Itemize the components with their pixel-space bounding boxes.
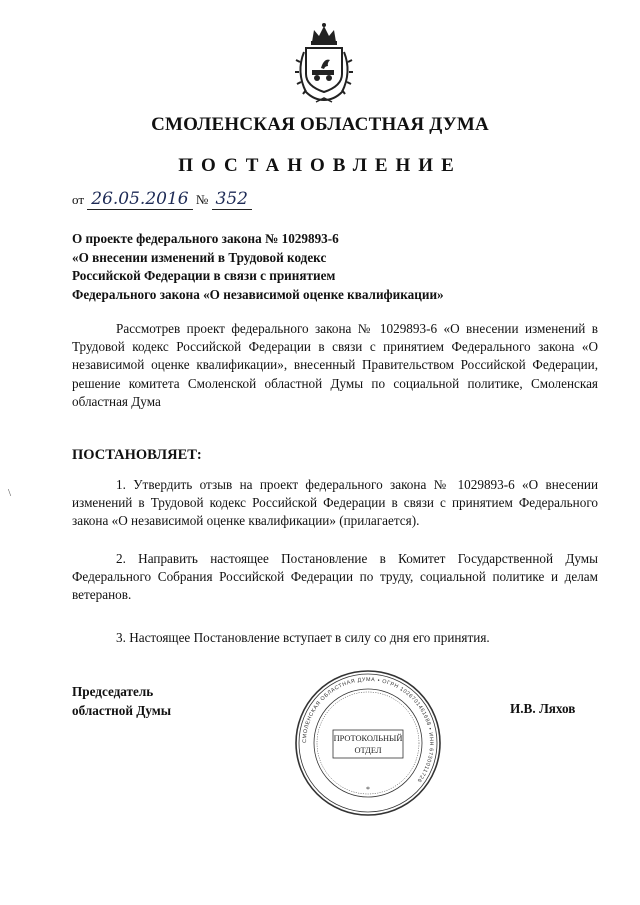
document-date: 26.05.2016 <box>87 190 192 210</box>
official-seal-icon <box>293 668 443 818</box>
decree-heading: ПОСТАНОВЛЯЕТ: <box>72 447 202 463</box>
document-subject <box>72 230 532 304</box>
seal-center-line: ОТДЕЛ <box>354 746 382 755</box>
subject-line: О проекте федерального закона № 1029893-6 <box>72 231 339 246</box>
signatory-title-line: областной Думы <box>72 702 172 718</box>
seal-star-icon: * <box>366 785 370 794</box>
organization-name: СМОЛЕНСКАЯ ОБЛАСТНАЯ ДУМА <box>151 114 489 135</box>
number-label: № <box>195 192 209 207</box>
document-type: ПОСТАНОВЛЕНИЕ <box>178 155 462 176</box>
coat-of-arms-icon <box>294 22 354 104</box>
decree-item-3: 3. Настоящее Постановление вступает в силу со дня его принятия. <box>116 630 490 645</box>
margin-mark: \ <box>8 487 12 499</box>
seal-ring-text: СМОЛЕНСКАЯ ОБЛАСТНАЯ ДУМА • ОГРН 1026701461688 • ИНН 6730011726 <box>301 676 435 784</box>
date-prefix: от <box>72 192 85 207</box>
subject-line: Российской Федерации в связи с принятием <box>72 268 336 283</box>
subject-line: «О внесении изменений в Трудовой кодекс <box>72 249 327 265</box>
decree-item-1: 1. Утвердить отзыв на проект федерального закона № 1029893-6 «О внесении изменений в Трудовой кодекс Российской Федерации в связи с принятием Федерального закона «О независимой оценке квалификации» (прилагается). <box>72 477 598 529</box>
preamble-paragraph: Рассмотрев проект федерального закона № 1029893-6 «О внесении изменений в Трудовой кодекс Российской Федерации в связи с принятием Федерального закона «О независимой оценке квалификации», внесенный Правительством Российской Федерации, решение комитета Смоленской областной Думы по социальной политике, Смоленская областная Дума <box>72 321 598 409</box>
date-number-line <box>72 190 252 210</box>
seal-center-line: ПРОТОКОЛЬНЫЙ <box>333 734 403 743</box>
decree-item-2: 2. Направить настоящее Постановление в Комитет Государственной Думы Федерального Собрания Российской Федерации по труду, социальной политике и делам ветеранов. <box>72 551 598 603</box>
signatory-title <box>72 683 171 720</box>
subject-line: Федерального закона «О независимой оценке квалификации» <box>72 286 444 302</box>
signatory-title-line: Председатель <box>72 684 154 699</box>
signatory-name: И.В. Ляхов <box>510 701 576 716</box>
document-number: 352 <box>212 190 252 210</box>
